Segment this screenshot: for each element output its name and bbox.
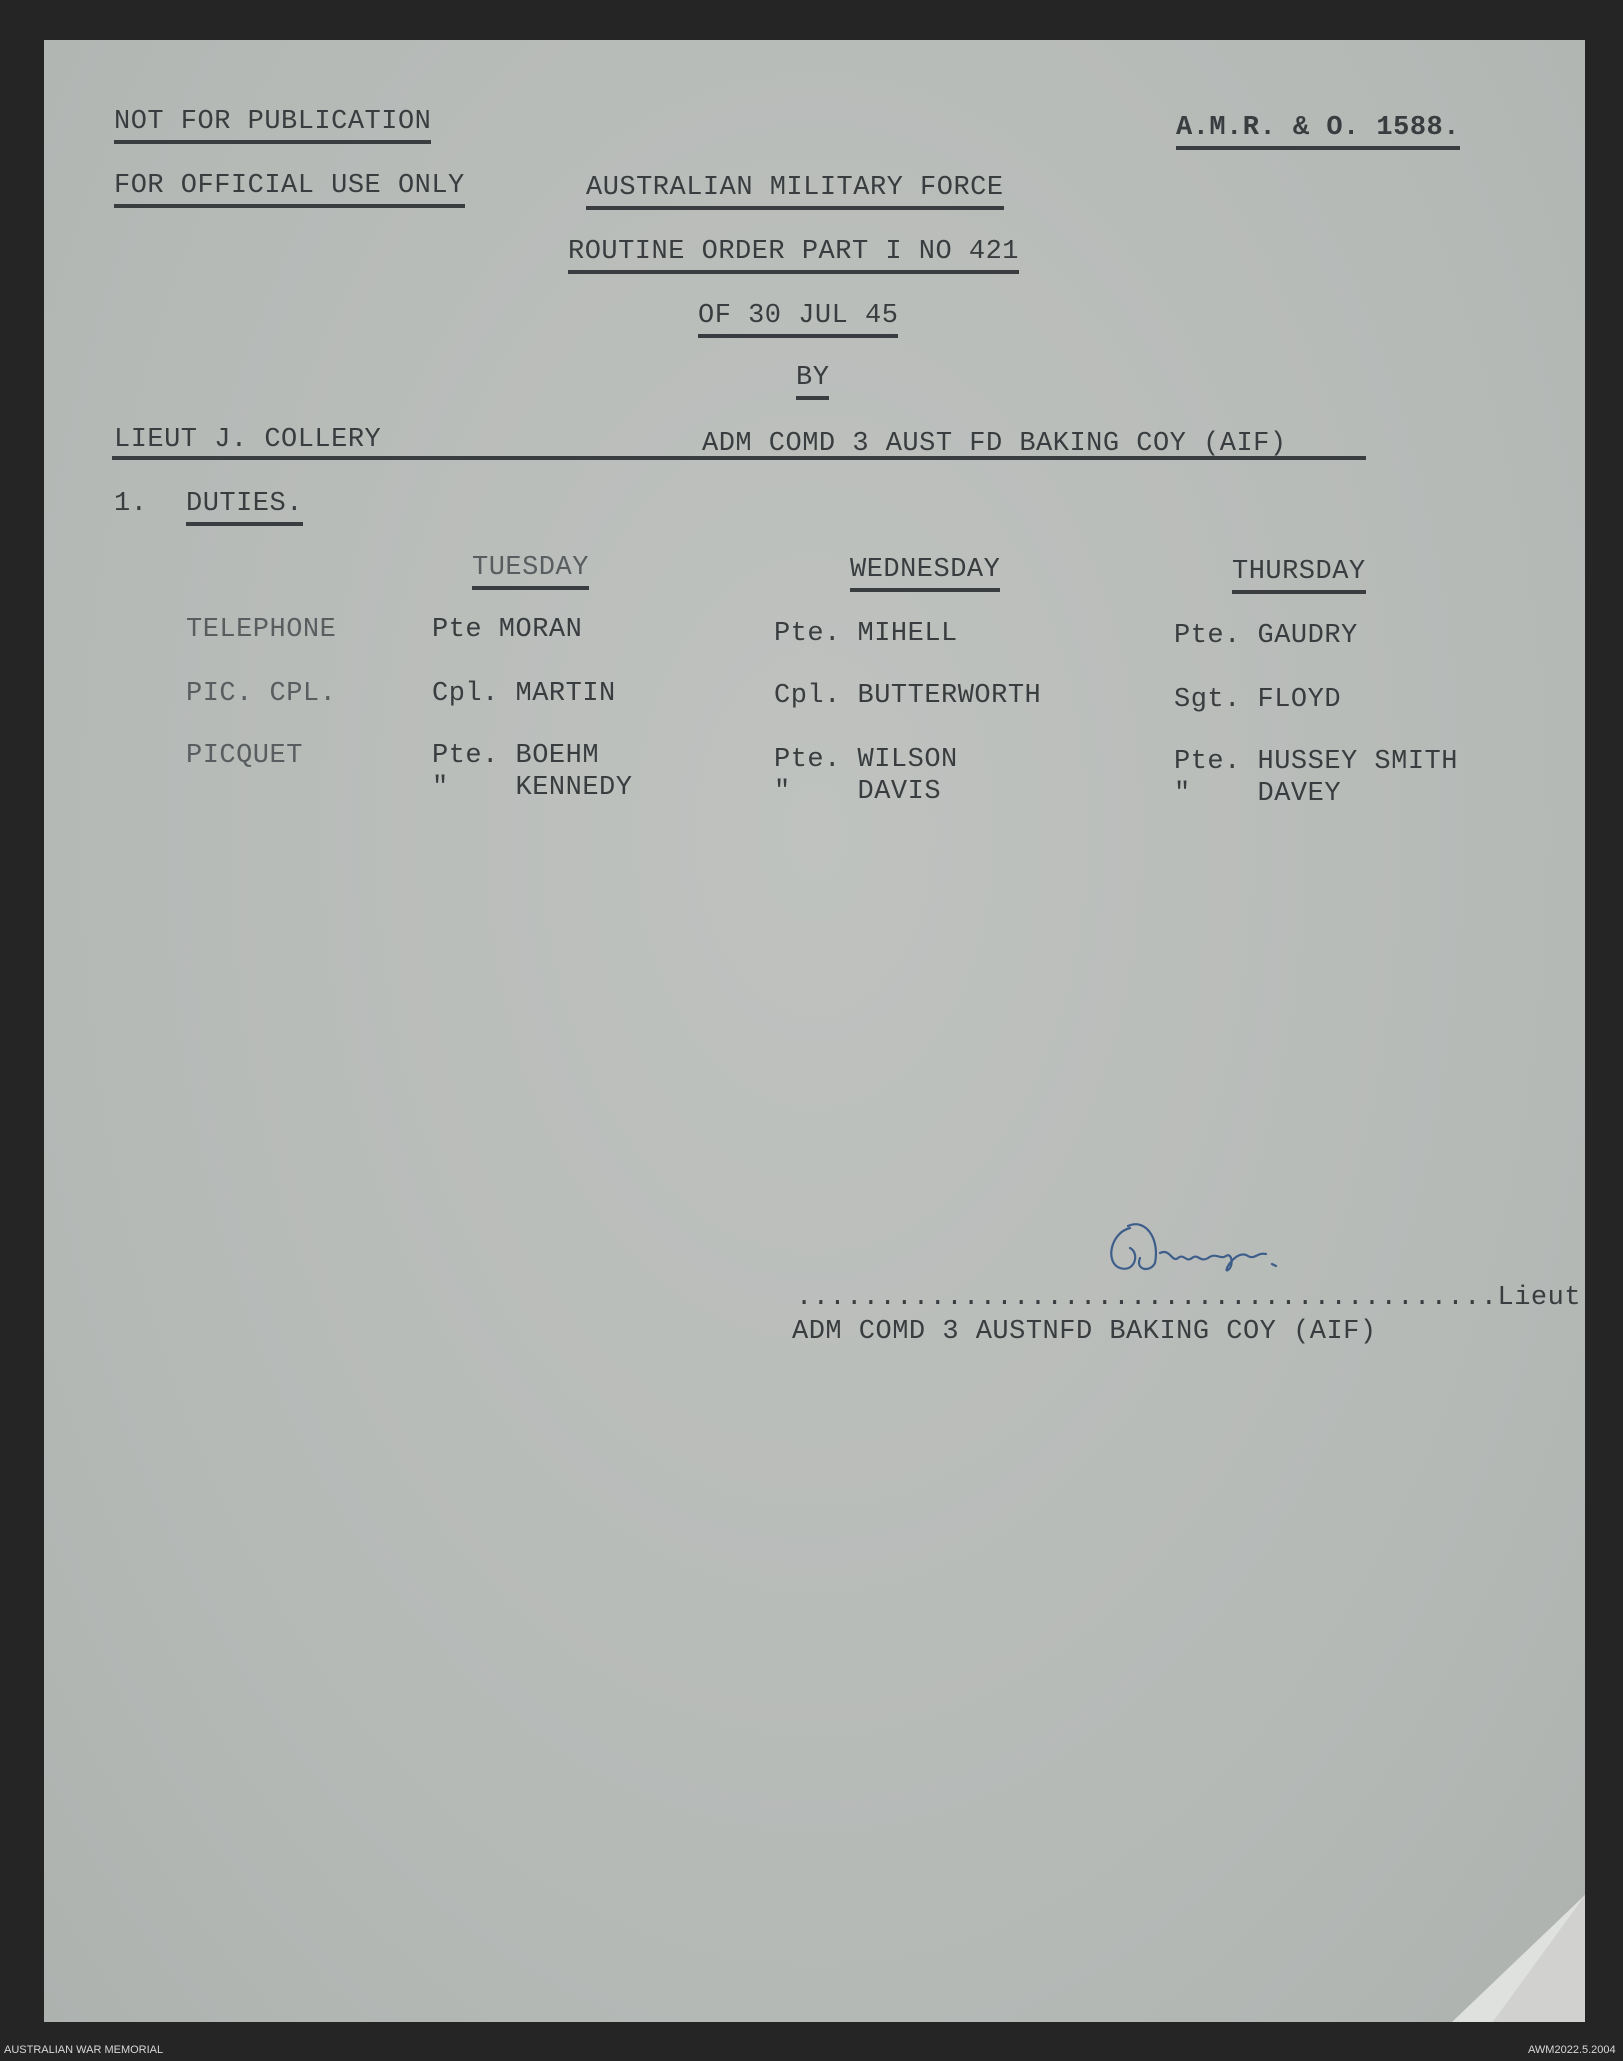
- signature-command: ADM COMD 3 AUSTNFD BAKING COY (AIF): [792, 1317, 1377, 1347]
- duty-telephone-thursday: Pte. GAUDRY: [1174, 621, 1358, 651]
- order-date: OF 30 JUL 45: [698, 300, 898, 338]
- footer-accession: AWM2022.5.2004: [1528, 2044, 1616, 2056]
- duty-pic-cpl-tuesday: Cpl. MARTIN: [432, 679, 616, 709]
- not-for-publication: NOT FOR PUBLICATION: [114, 106, 431, 144]
- folded-corner: [1452, 1895, 1585, 2022]
- force-title: AUSTRALIAN MILITARY FORCE: [586, 172, 1004, 210]
- section-number: 1.: [114, 489, 148, 519]
- signature-dots-rank: ..........................................Lieut: [796, 1283, 1582, 1313]
- duty-label-telephone: TELEPHONE: [186, 615, 337, 645]
- duty-label-picquet: PICQUET: [186, 741, 303, 771]
- duty-picquet-thursday-2: " DAVEY: [1174, 779, 1342, 809]
- duty-pic-cpl-wednesday: Cpl. BUTTERWORTH: [774, 681, 1042, 711]
- routine-order-title: ROUTINE ORDER PART I NO 421: [568, 236, 1019, 274]
- day-header-thursday: THURSDAY: [1232, 556, 1366, 594]
- day-header-tuesday: TUESDAY: [472, 552, 589, 590]
- duty-picquet-thursday-1: Pte. HUSSEY SMITH: [1174, 747, 1458, 777]
- duty-picquet-tuesday-1: Pte. BOEHM: [432, 741, 600, 771]
- day-header-wednesday: WEDNESDAY: [850, 554, 1000, 592]
- duty-telephone-wednesday: Pte. MIHELL: [774, 619, 958, 649]
- footer-archive: AUSTRALIAN WAR MEMORIAL: [4, 2044, 164, 2056]
- duty-pic-cpl-thursday: Sgt. FLOYD: [1174, 685, 1342, 715]
- handwritten-signature: [1100, 1208, 1340, 1288]
- section-title: DUTIES.: [186, 488, 303, 526]
- duty-picquet-wednesday-2: " DAVIS: [774, 777, 942, 807]
- duty-telephone-tuesday: Pte MORAN: [432, 615, 583, 645]
- duty-label-pic-cpl: PIC. CPL.: [186, 679, 337, 709]
- document-reference: A.M.R. & O. 1588.: [1176, 112, 1460, 150]
- official-use-only: FOR OFFICIAL USE ONLY: [114, 170, 465, 208]
- by-label: BY: [796, 362, 829, 400]
- officer-name: LIEUT J. COLLERY: [114, 425, 382, 455]
- duty-picquet-wednesday-1: Pte. WILSON: [774, 745, 958, 775]
- duty-picquet-tuesday-2: " KENNEDY: [432, 773, 633, 803]
- command-title: ADM COMD 3 AUST FD BAKING COY (AIF): [702, 429, 1287, 459]
